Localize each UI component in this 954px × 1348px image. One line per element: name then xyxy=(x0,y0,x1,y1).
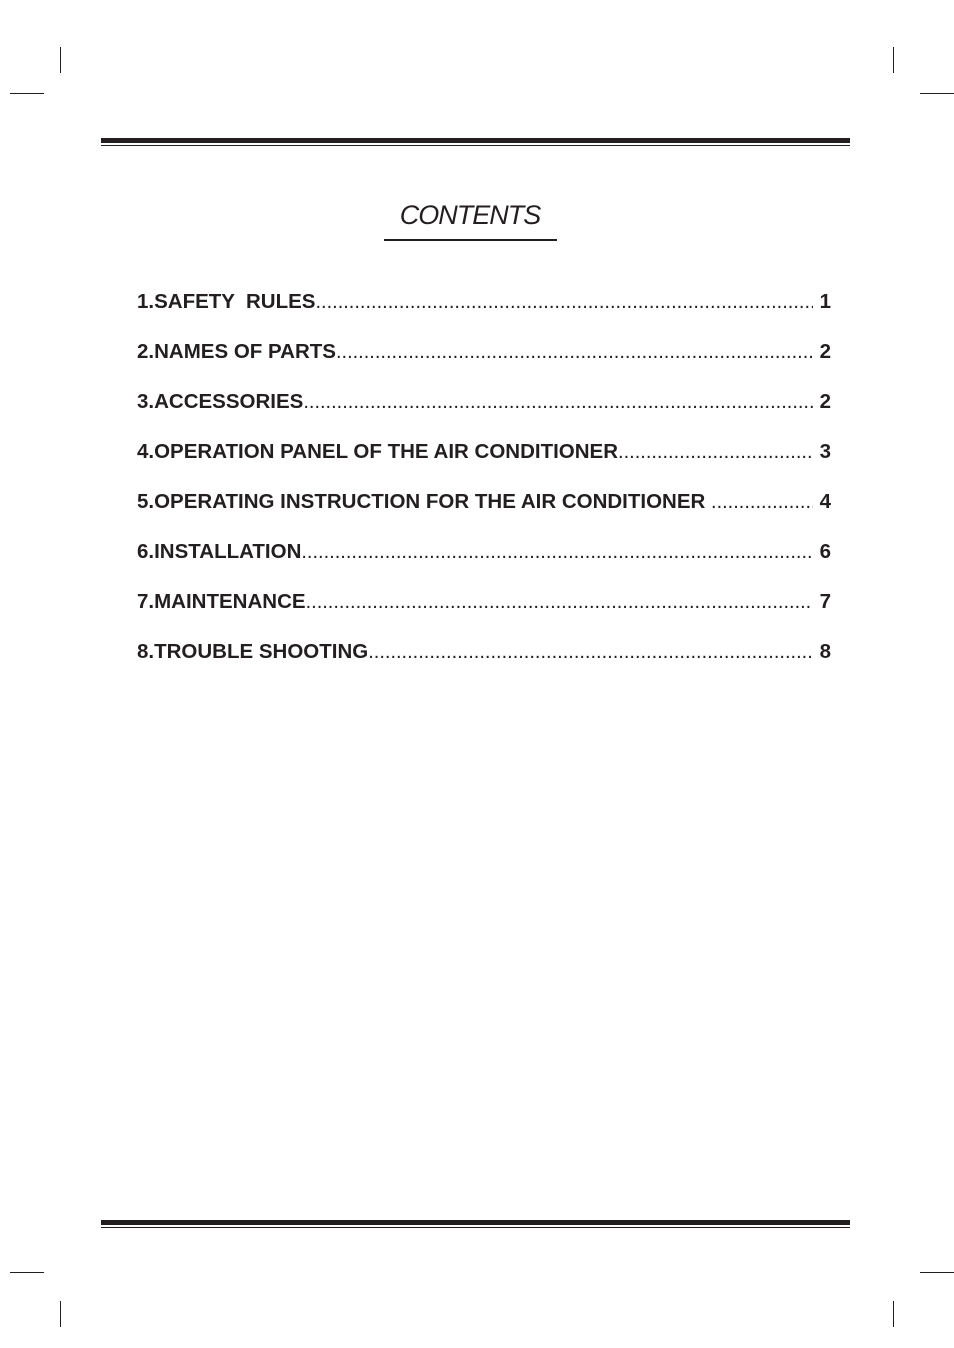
toc-dot-leader xyxy=(306,587,813,617)
header-rule-thick xyxy=(101,138,850,143)
crop-mark-top-left-vertical xyxy=(60,47,61,73)
crop-mark-top-left-horizontal xyxy=(10,93,44,94)
toc-dot-leader xyxy=(336,337,813,367)
crop-mark-top-right-vertical xyxy=(893,47,894,73)
toc-entry[interactable] xyxy=(137,637,831,687)
crop-mark-bottom-left-horizontal xyxy=(10,1272,44,1273)
toc-entry[interactable] xyxy=(137,537,831,587)
toc-entry-label: 1.SAFETY RULES xyxy=(137,290,316,313)
toc-dot-leader xyxy=(711,487,813,517)
toc-entry[interactable] xyxy=(137,587,831,637)
crop-mark-bottom-right-vertical xyxy=(893,1301,894,1327)
toc-dot-leader xyxy=(618,437,813,467)
toc-dot-leader xyxy=(303,387,813,417)
toc-entry-page: 8 xyxy=(819,640,831,663)
toc-entry-page: 1 xyxy=(819,290,831,313)
crop-mark-bottom-left-vertical xyxy=(60,1301,61,1327)
toc-dot-leader xyxy=(301,537,813,567)
toc-entry-page: 4 xyxy=(819,490,831,513)
header-rule xyxy=(101,138,850,146)
toc-entry-page: 2 xyxy=(819,390,831,413)
toc-entry-page: 3 xyxy=(819,440,831,463)
toc-entry-label: 3.ACCESSORIES xyxy=(137,390,304,413)
crop-mark-top-right-horizontal xyxy=(920,93,954,94)
toc-dot-leader xyxy=(368,637,813,667)
footer-rule-thick xyxy=(101,1220,850,1225)
crop-mark-bottom-right-horizontal xyxy=(920,1272,954,1273)
toc-entry[interactable] xyxy=(137,287,831,337)
footer-rule xyxy=(101,1220,850,1228)
toc-entry-label: 8.TROUBLE SHOOTING xyxy=(137,640,369,663)
table-of-contents xyxy=(137,287,831,687)
toc-entry-label: 6.INSTALLATION xyxy=(137,540,302,563)
toc-entry-page: 7 xyxy=(819,590,831,613)
header-rule-thin xyxy=(101,145,850,146)
footer-rule-thin xyxy=(101,1227,850,1228)
toc-entry-page: 2 xyxy=(819,340,831,363)
toc-entry-label: 2.NAMES OF PARTS xyxy=(137,340,336,363)
toc-entry-label: 4.OPERATION PANEL OF THE AIR CONDITIONER xyxy=(137,440,619,463)
toc-entry-label: 5.OPERATING INSTRUCTION FOR THE AIR CONDITIONER xyxy=(137,490,712,513)
toc-entry[interactable] xyxy=(137,487,831,537)
toc-entry[interactable] xyxy=(137,337,831,387)
toc-dot-leader xyxy=(315,287,813,317)
toc-entry-page: 6 xyxy=(819,540,831,563)
toc-entry[interactable] xyxy=(137,437,831,487)
toc-entry[interactable] xyxy=(137,387,831,437)
page-title: CONTENTS xyxy=(399,200,541,230)
title-underline xyxy=(384,239,557,241)
toc-entry-label: 7.MAINTENANCE xyxy=(137,590,306,613)
